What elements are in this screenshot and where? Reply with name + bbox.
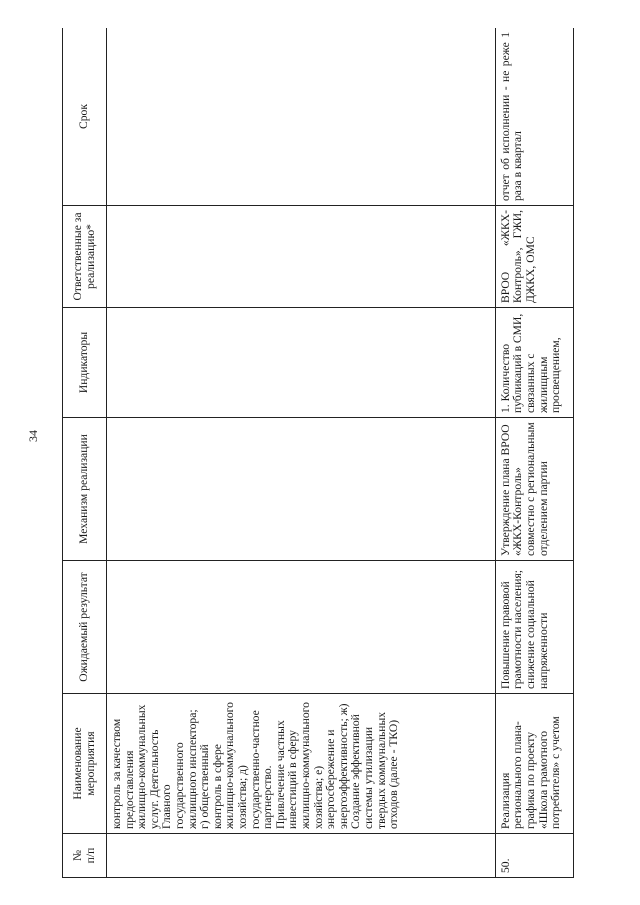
- header-name: Наименование мероприятия: [63, 694, 107, 834]
- header-result: Ожидаемый результат: [63, 561, 107, 694]
- page-number: 34: [26, 430, 40, 442]
- row-indicators: 1. Количество публикаций в СМИ, связанных с жилищным просвещением,: [495, 308, 573, 418]
- row-result: [107, 561, 496, 694]
- rotated-table-container: [62, 28, 574, 878]
- row-responsible: [107, 206, 496, 308]
- row-mechanism: [107, 418, 496, 561]
- table-row: [495, 28, 573, 878]
- header-deadline: Срок: [63, 28, 107, 206]
- table-row: [107, 28, 496, 878]
- header-indicators: Индикаторы: [63, 308, 107, 418]
- measures-table: [62, 28, 574, 878]
- row-deadline: отчет об исполнении - не реже 1 раза в квартал: [495, 28, 573, 206]
- row-mechanism: Утверждение плана ВРОО «ЖКХ-Контроль» совместно с региональным отделением партии: [495, 418, 573, 561]
- header-mechanism: Механизм реализации: [63, 418, 107, 561]
- row-name: контроль за качеством предоставления жилищно-коммунальных услуг. Деятельность Главного государственного жилищного инспектора; г) общественный контроль в сфере жилищно-коммунального хозяйства; д) государственно-частное партнерство. Привлечение частных инвестиций в сферу жилищно-коммунального хозяйства; е) энергосбережение и энергоэффективность; ж) Создание эффективной системы утилизации твердых коммунальных отходов (далее - ТКО): [107, 694, 496, 834]
- row-result: Повышение правовой грамотности населения; снижение социальной напряженности: [495, 561, 573, 694]
- row-indicators: [107, 308, 496, 418]
- row-deadline: [107, 28, 496, 206]
- row-num: 50.: [495, 834, 573, 878]
- header-responsible: Ответственные за реализацию*: [63, 206, 107, 308]
- table-header-row: [63, 28, 107, 878]
- row-responsible: ВРОО «ЖКХ-Контроль», ГЖИ, ДЖКХ, ОМС: [495, 206, 573, 308]
- row-name: Реализация регионального плана-графика по проекту «Школа грамотного потребителя» с учетом: [495, 694, 573, 834]
- header-num: № п/п: [63, 834, 107, 878]
- row-num: [107, 834, 496, 878]
